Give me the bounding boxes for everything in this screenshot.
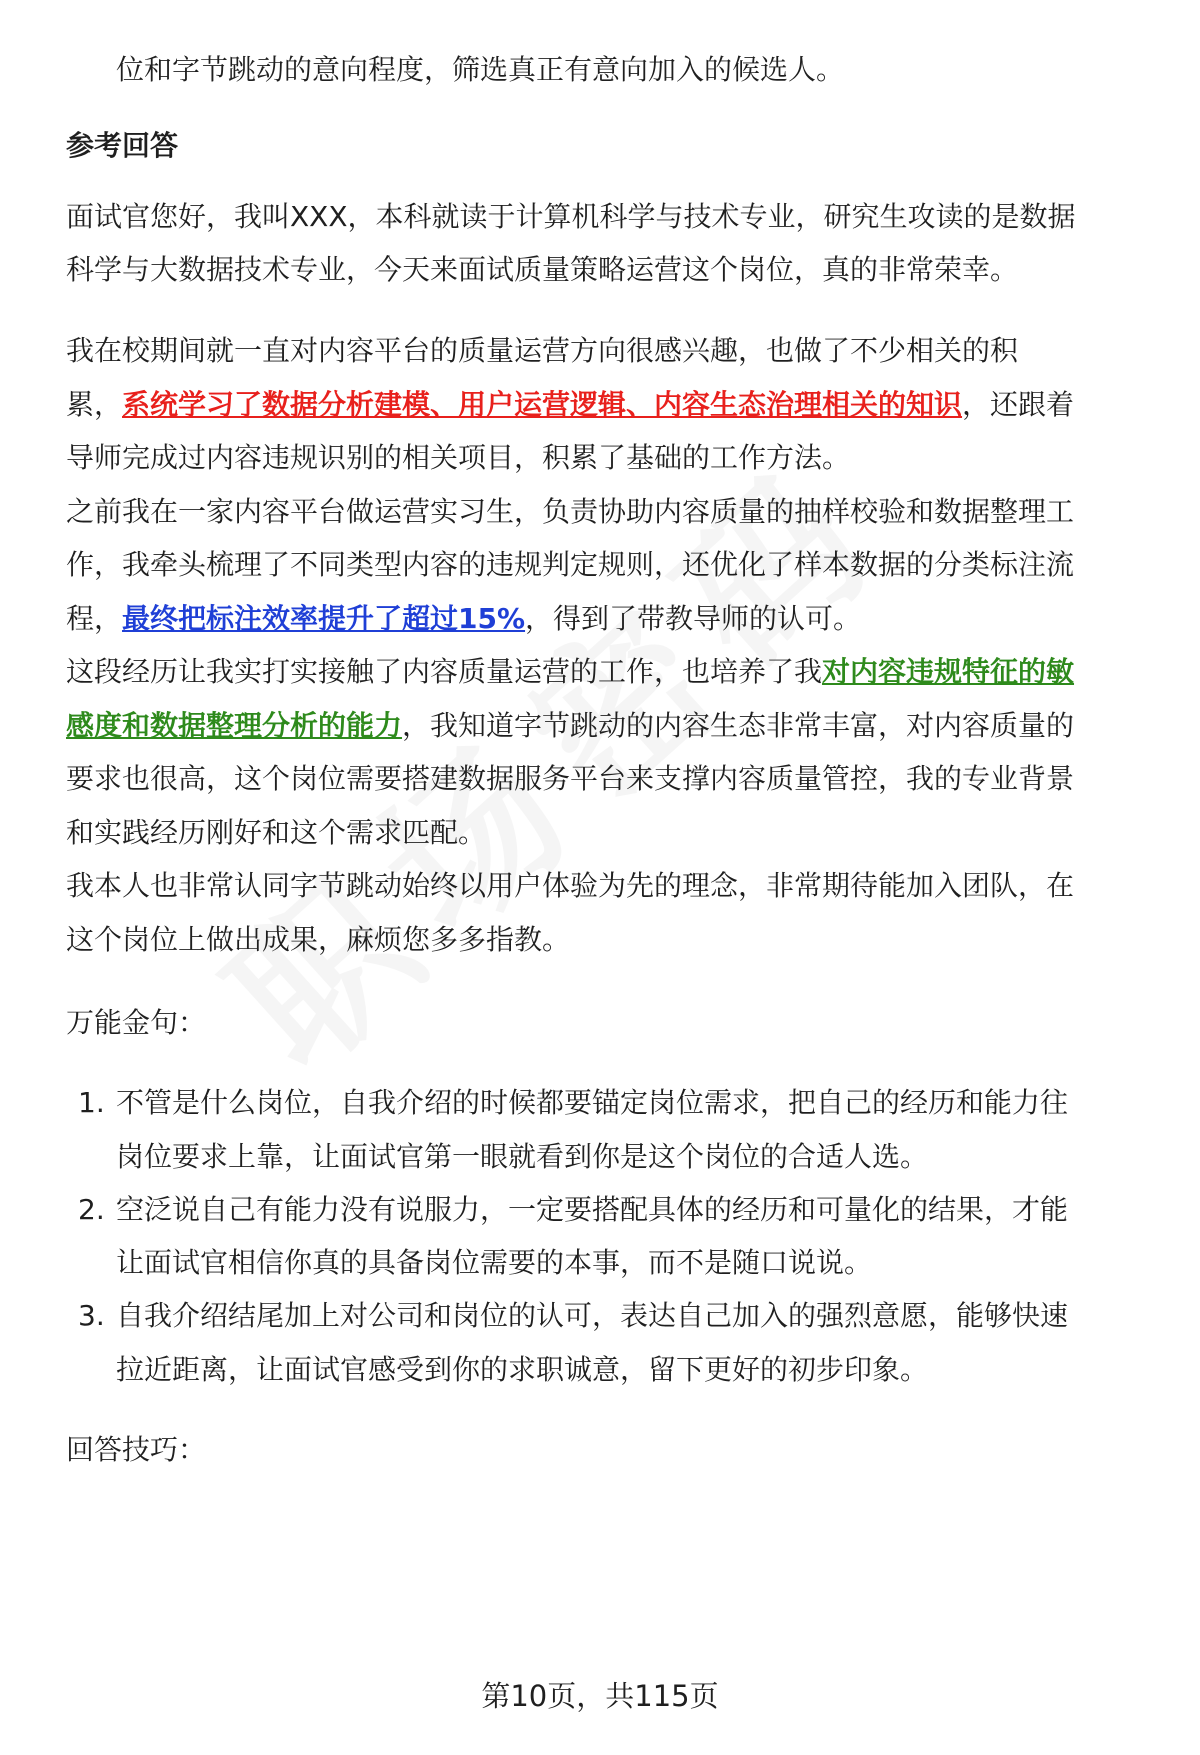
tip-3-line1: 自我介绍结尾加上对公司和岗位的认可，表达自己加入的强烈意愿，能够快速 <box>116 1299 1069 1332</box>
highlight-ability-text-part1: 对内容违规特征的敏 <box>822 655 1075 688</box>
para2-line2-pre: 累， <box>66 388 123 421</box>
para1-line1: 面试官您好，我叫XXX，本科就读于计算机科学与技术专业，研究生攻读的是数据 <box>66 200 1076 233</box>
para2-line5: 作，我牵头梳理了不同类型内容的违规判定规则，还优化了样本数据的分类标注流 <box>66 548 1075 581</box>
para2-line6-pre: 程， <box>66 602 123 635</box>
para2-line3: 导师完成过内容违规识别的相关项目，积累了基础的工作方法。 <box>66 441 851 474</box>
page-number-footer: 第10页，共115页 <box>481 1679 719 1713</box>
para1-line2: 科学与大数据技术专业，今天来面试质量策略运营这个岗位，真的非常荣幸。 <box>66 253 1019 286</box>
para2-line12: 这个岗位上做出成果，麻烦您多多指教。 <box>66 923 571 956</box>
para2-line2 <box>66 385 1074 425</box>
highlight-skills-text: 系统学习了数据分析建模、用户运营逻辑、内容生态治理相关的知识 <box>122 388 963 421</box>
tip-2-line2: 让面试官相信你真的具备岗位需要的本事，而不是随口说说。 <box>116 1246 873 1279</box>
para2-line7 <box>66 652 1074 692</box>
para2-line9: 要求也很高，这个岗位需要搭建数据服务平台来支撑内容质量管控，我的专业背景 <box>66 762 1075 795</box>
highlight-ability-text-part2: 感度和数据整理分析的能力 <box>66 709 403 742</box>
tip-1-number: 1. <box>78 1086 105 1119</box>
intro-tail-text: 位和字节跳动的意向程度，筛选真正有意向加入的候选人。 <box>116 53 845 86</box>
tip-1-line2: 岗位要求上靠，让面试官第一眼就看到你是这个岗位的合适人选。 <box>116 1140 929 1173</box>
para2-line1: 我在校期间就一直对内容平台的质量运营方向很感兴趣，也做了不少相关的积 <box>66 334 1019 367</box>
para2-line11: 我本人也非常认同字节跳动始终以用户体验为先的理念，非常期待能加入团队，在 <box>66 869 1075 902</box>
para2-line2-post: ，还跟着 <box>962 388 1075 421</box>
tip-2-number: 2. <box>78 1193 105 1226</box>
para2-line6 <box>66 599 861 639</box>
para2-line10: 和实践经历刚好和这个需求匹配。 <box>66 816 487 849</box>
tip-2-line1: 空泛说自己有能力没有说服力，一定要搭配具体的经历和可量化的结果，才能 <box>116 1193 1069 1226</box>
para2-line4: 之前我在一家内容平台做运营实习生，负责协助内容质量的抽样校验和数据整理工 <box>66 495 1075 528</box>
para2-line8 <box>66 706 1074 746</box>
tip-3-number: 3. <box>78 1299 105 1332</box>
reference-answer-heading: 参考回答 <box>66 129 179 162</box>
tip-1-line1: 不管是什么岗位，自我介绍的时候都要锚定岗位需求，把自己的经历和能力往 <box>116 1086 1069 1119</box>
golden-sentences-heading: 万能金句： <box>66 1006 207 1039</box>
para2-line6-post: ，得到了带教导师的认可。 <box>525 602 862 635</box>
highlight-efficiency-text: 最终把标注效率提升了超过15% <box>122 602 526 635</box>
answer-skills-heading: 回答技巧： <box>66 1433 207 1466</box>
para2-line8-post: ，我知道字节跳动的内容生态非常丰富，对内容质量的 <box>402 709 1075 742</box>
para2-line7-pre: 这段经历让我实打实接触了内容质量运营的工作，也培养了我 <box>66 655 823 688</box>
tip-3-line2: 拉近距离，让面试官感受到你的求职诚意，留下更好的初步印象。 <box>116 1353 929 1386</box>
